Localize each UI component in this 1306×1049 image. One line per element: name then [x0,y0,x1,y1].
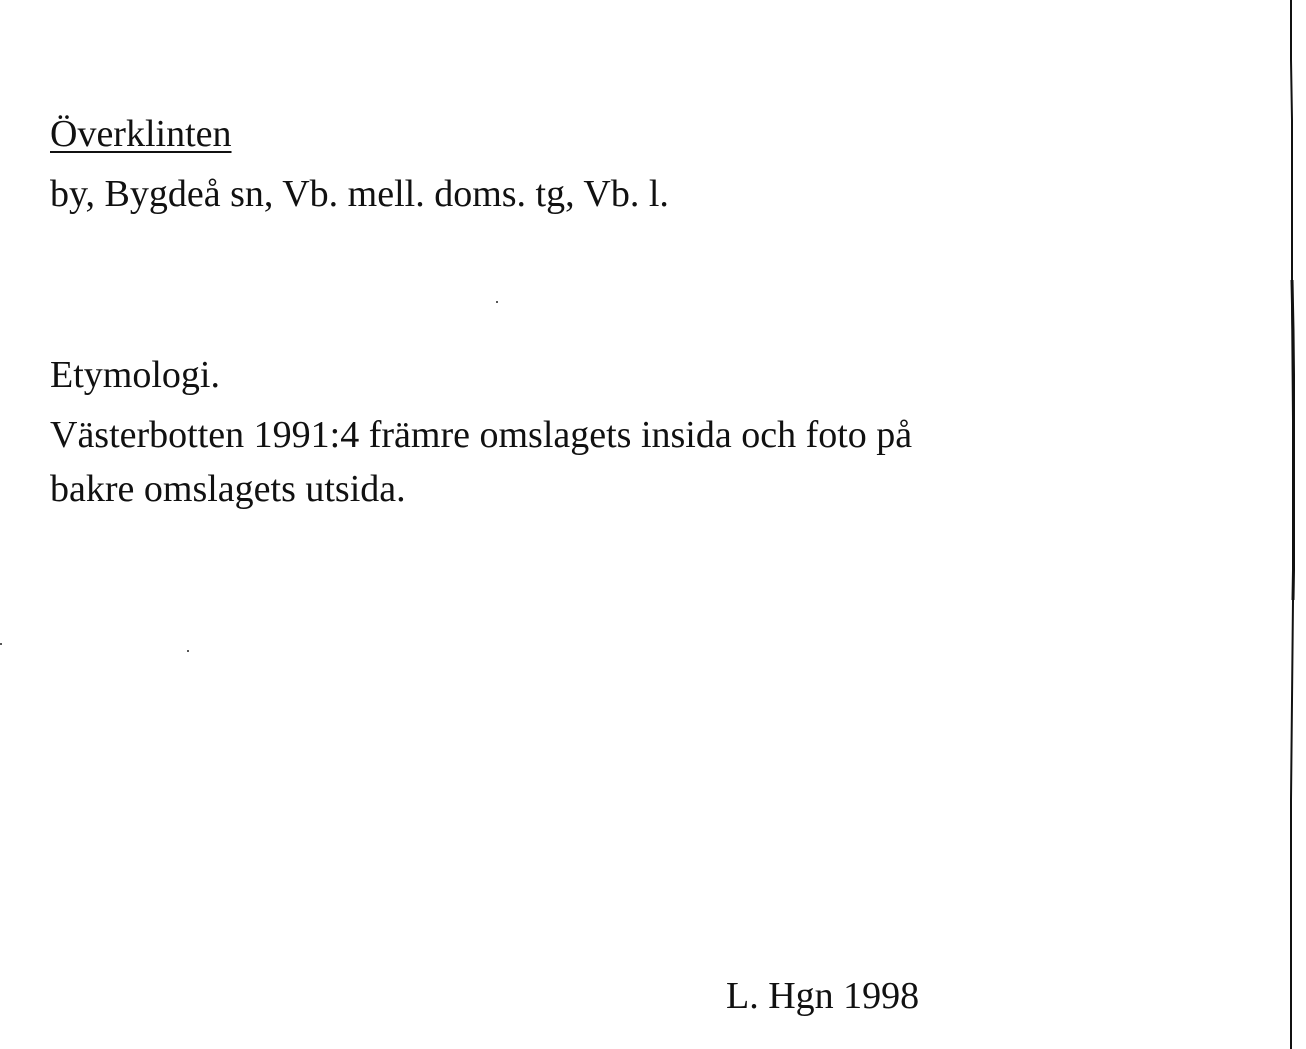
source-reference [50,408,1170,516]
source-line: bakre omslagets utsida. [50,468,406,510]
scan-speck [496,301,498,303]
etymology-heading: Etymologi. [50,354,220,396]
scan-speck [0,643,2,645]
source-line: Västerbotten 1991:4 främre omslagets insida och foto på [50,414,913,456]
signature: L. Hgn 1998 [726,975,920,1017]
place-description: by, Bygdeå sn, Vb. mell. doms. tg, Vb. l. [50,173,669,215]
headword: Överklinten [50,113,232,155]
card-edge-line [1289,0,1295,1049]
scan-speck [187,650,189,652]
